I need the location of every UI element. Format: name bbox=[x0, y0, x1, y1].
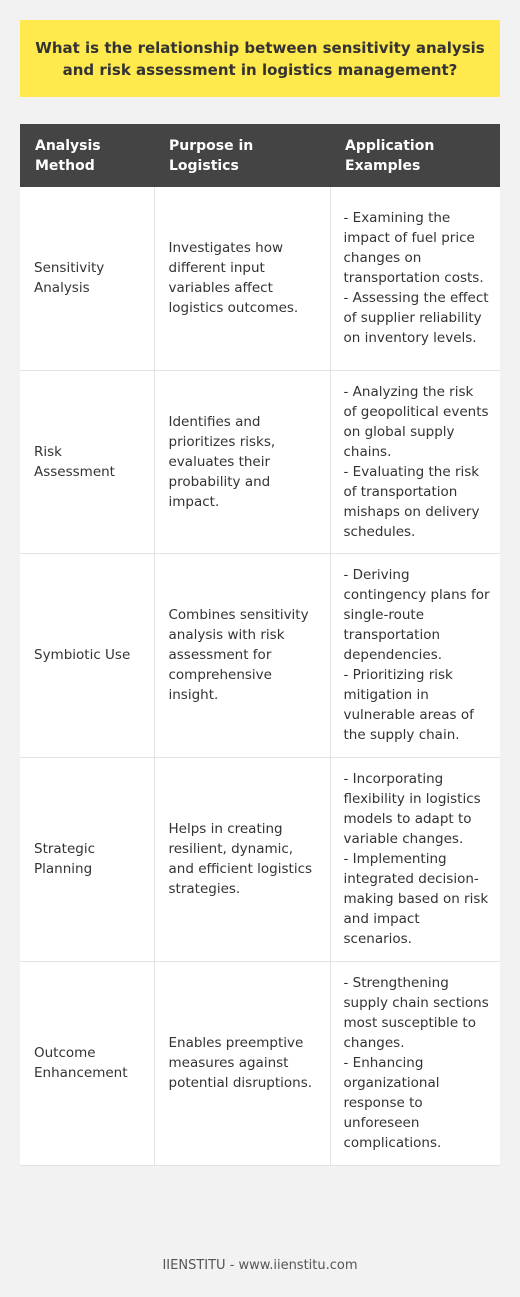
example-item: - Assessing the effect of supplier reliability on inventory levels. bbox=[343, 290, 489, 347]
method-cell: Strategic Planning bbox=[20, 757, 154, 961]
table-row bbox=[20, 187, 500, 370]
examples-cell bbox=[330, 961, 500, 1165]
purpose-cell: Investigates how different input variables affect logistics outcomes. bbox=[154, 187, 330, 370]
examples-cell bbox=[330, 553, 500, 757]
table-row bbox=[20, 757, 500, 961]
example-item: - Evaluating the risk of transportation mishaps on delivery schedules. bbox=[343, 463, 480, 540]
example-item: - Deriving contingency plans for single-route transportation dependencies. bbox=[343, 567, 490, 663]
method-cell: Sensitivity Analysis bbox=[20, 187, 154, 370]
table-row bbox=[20, 961, 500, 1165]
header-purpose: Purpose in Logistics bbox=[154, 124, 330, 187]
analysis-table bbox=[20, 124, 500, 1166]
footer-credit: IIENSTITU - www.iienstitu.com bbox=[162, 1258, 358, 1273]
example-item: - Prioritizing risk mitigation in vulnerable areas of the supply chain. bbox=[343, 667, 474, 743]
example-item: - Analyzing the risk of geopolitical events on global supply chains. bbox=[343, 383, 489, 460]
example-item: - Implementing integrated decision-making based on risk and impact scenarios. bbox=[343, 851, 489, 947]
examples-cell bbox=[330, 370, 500, 553]
examples-cell bbox=[330, 187, 500, 370]
examples-cell bbox=[330, 757, 500, 961]
example-item: - Enhancing organizational response to unforeseen complications. bbox=[343, 1055, 442, 1151]
page-title: What is the relationship between sensitivity analysis and risk assessment in logistics management? bbox=[20, 20, 500, 97]
purpose-cell: Combines sensitivity analysis with risk assessment for comprehensive insight. bbox=[154, 553, 330, 757]
example-item: - Examining the impact of fuel price changes on transportation costs. bbox=[343, 210, 484, 287]
purpose-cell: Helps in creating resilient, dynamic, and efficient logistics strategies. bbox=[154, 757, 330, 961]
table-row bbox=[20, 553, 500, 757]
header-application-examples: Application Examples bbox=[330, 124, 500, 187]
example-item: - Strengthening supply chain sections most susceptible to changes. bbox=[343, 975, 489, 1051]
method-cell: Risk Assessment bbox=[20, 370, 154, 553]
purpose-cell: Enables preemptive measures against potential disruptions. bbox=[154, 961, 330, 1165]
table-header-row bbox=[20, 124, 500, 187]
example-item: - Incorporating flexibility in logistics models to adapt to variable changes. bbox=[343, 771, 481, 847]
method-cell: Outcome Enhancement bbox=[20, 961, 154, 1165]
purpose-cell: Identifies and prioritizes risks, evaluates their probability and impact. bbox=[154, 370, 330, 553]
header-analysis-method: Analysis Method bbox=[20, 124, 154, 187]
method-cell: Symbiotic Use bbox=[20, 553, 154, 757]
table-row bbox=[20, 370, 500, 553]
